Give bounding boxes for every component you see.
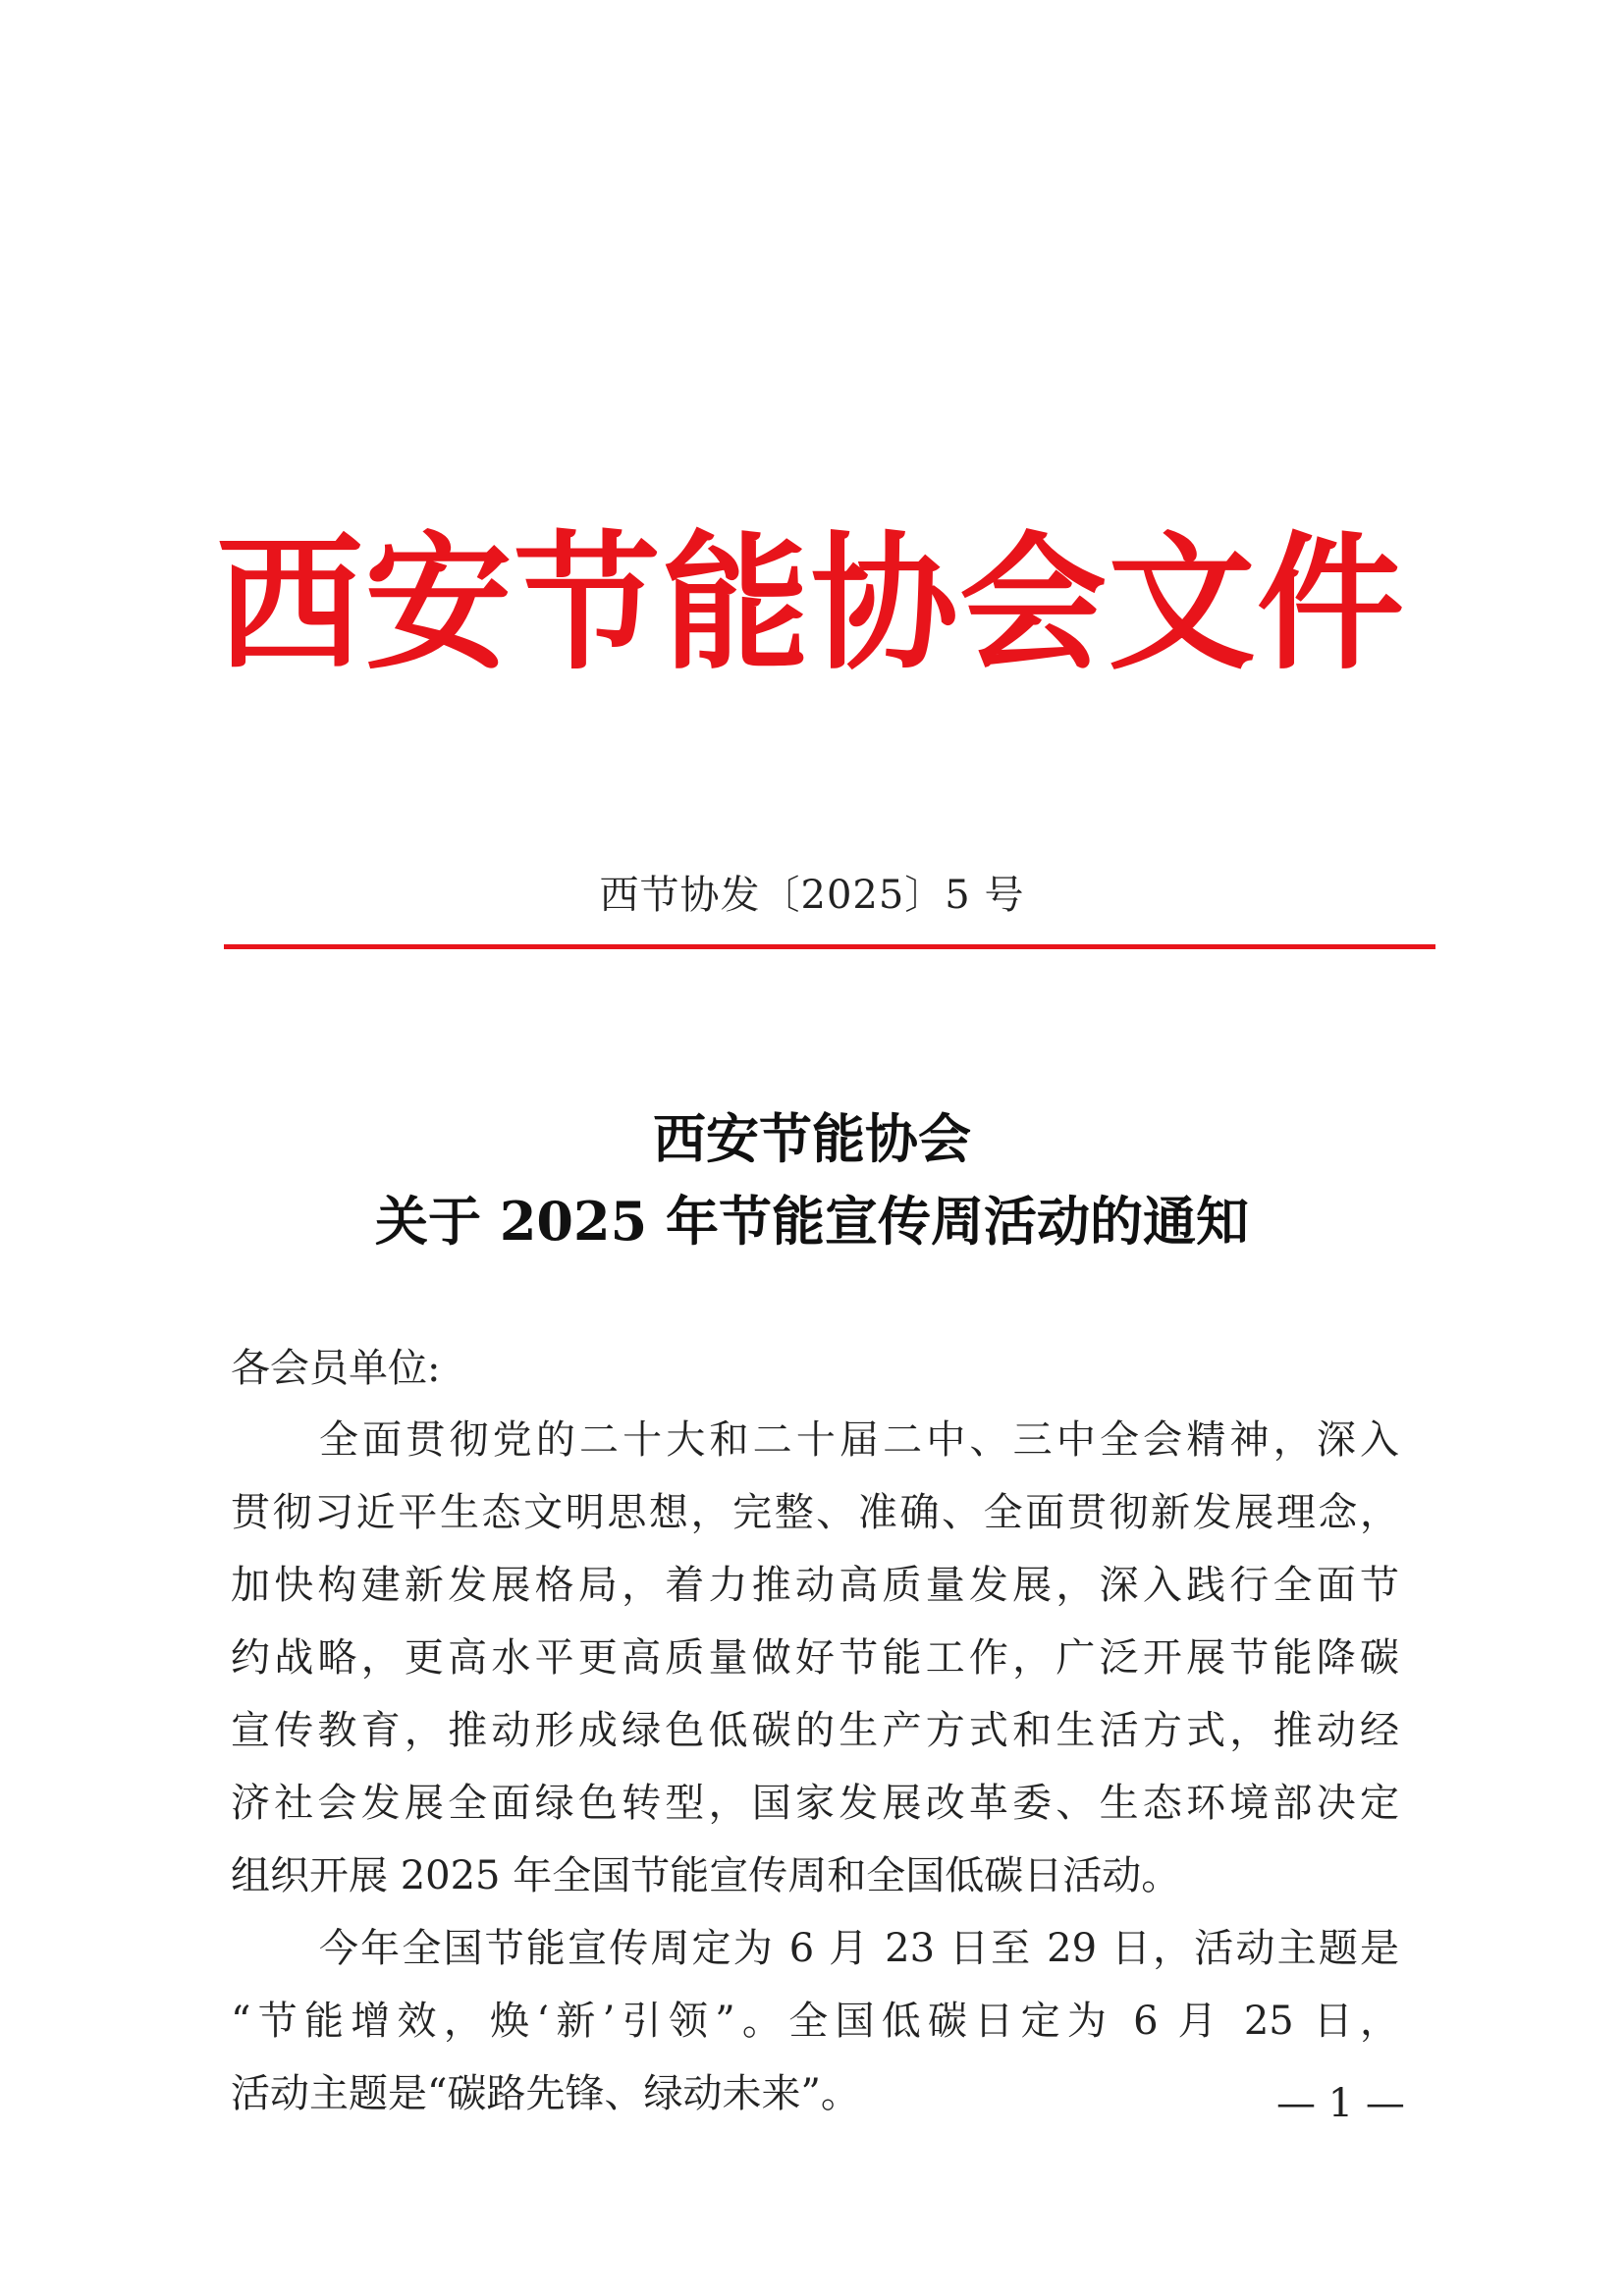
masthead-char: 件	[1256, 517, 1404, 690]
notice-body	[231, 1333, 1399, 2130]
title-line-1: 西安节能协会	[653, 1107, 971, 1170]
masthead-char: 安	[364, 517, 513, 690]
title-line-2: 关于 2025 年节能宣传周活动的通知	[375, 1190, 1249, 1253]
notice-title	[0, 1097, 1624, 1262]
paragraph-2	[231, 1912, 1399, 2130]
masthead-char: 文	[1108, 517, 1256, 690]
paragraph-line: 组织开展 2025 年全国节能宣传周和全国低碳日活动。	[231, 1853, 1181, 1898]
paragraph-line: 加快构建新发展格局，着力推动高质量发展，深入践行全面节	[231, 1563, 1399, 1608]
masthead-char: 协	[810, 517, 958, 690]
paragraph-line: 全面贯彻党的二十大和二十届二中、三中全会精神，深入	[319, 1417, 1399, 1463]
masthead-char: 节	[513, 517, 661, 690]
masthead-title	[216, 510, 1404, 697]
masthead-char: 会	[959, 517, 1108, 690]
paragraph-line: 今年全国节能宣传周定为 6 月 23 日至 29 日，活动主题是	[319, 1926, 1399, 1971]
paragraph-line: 宣传教育，推动形成绿色低碳的生产方式和生活方式，推动经	[231, 1708, 1399, 1753]
document-number: 西节协发〔2025〕5 号	[599, 873, 1025, 918]
paragraph-line: 贯彻习近平生态文明思想，完整、准确、全面贯彻新发展理念，	[231, 1490, 1399, 1535]
red-separator-rule	[224, 944, 1435, 949]
paragraph-line: 活动主题是“碳路先锋、绿动未来”。	[231, 2071, 860, 2116]
page-number: — 1 —	[1276, 2081, 1405, 2126]
paragraph-line: “节能增效，焕‘新’引领”。全国低碳日定为 6 月 25 日，	[231, 1999, 1399, 2044]
paragraph-line: 济社会发展全面绿色转型，国家发展改革委、生态环境部决定	[231, 1781, 1399, 1826]
masthead-char: 能	[662, 517, 810, 690]
paragraph-1	[231, 1404, 1399, 1912]
paragraph-line: 约战略，更高水平更高质量做好节能工作，广泛开展节能降碳	[231, 1635, 1399, 1681]
masthead-char: 西	[216, 517, 364, 690]
salutation: 各会员单位:	[231, 1346, 441, 1391]
